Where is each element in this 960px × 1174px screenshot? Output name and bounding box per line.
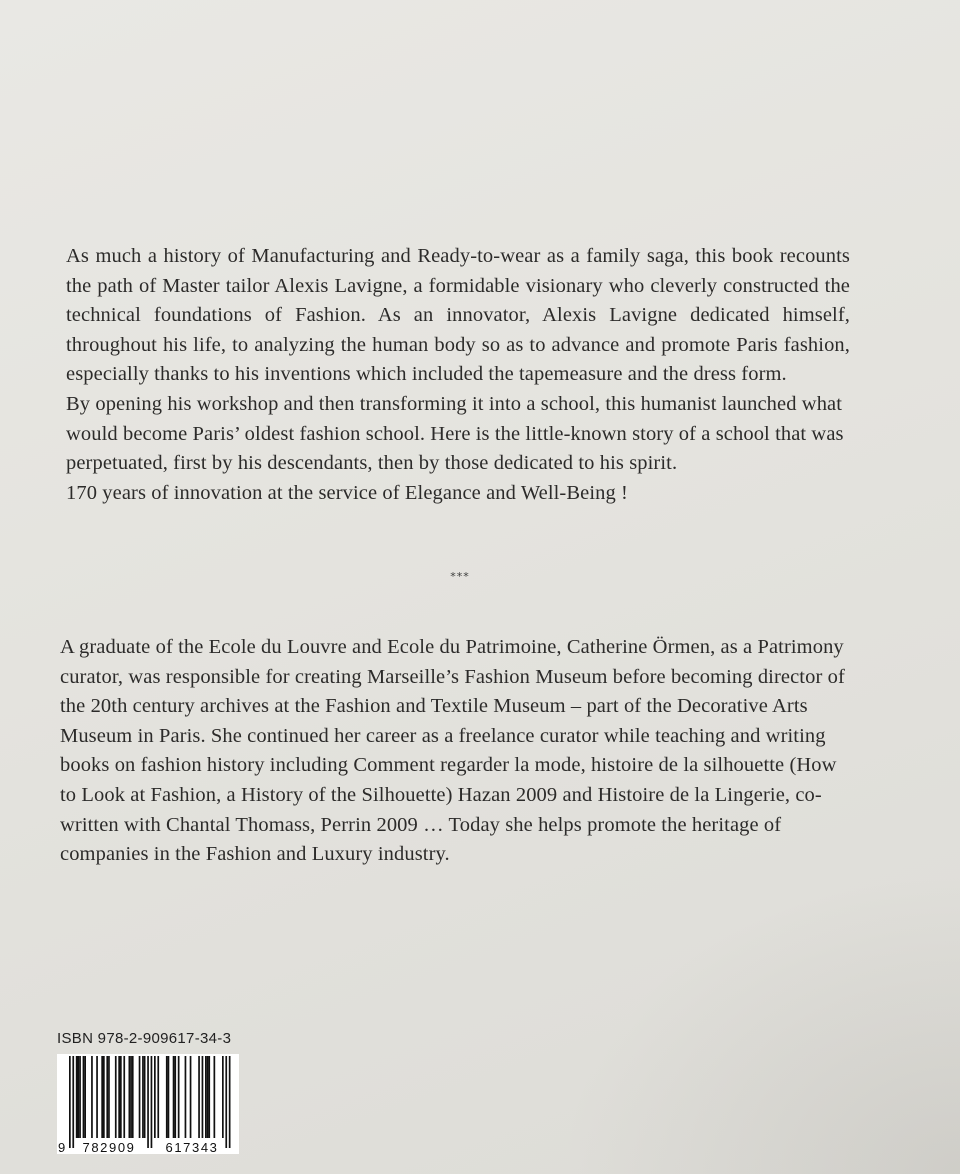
barcode-guard-bar	[229, 1056, 231, 1148]
author-bio	[60, 633, 856, 870]
barcode-bar	[154, 1056, 156, 1138]
barcode-bar	[174, 1056, 176, 1138]
barcode-bar	[178, 1056, 180, 1138]
barcode-guard-bar	[147, 1056, 149, 1148]
barcode-guard-bar	[72, 1056, 74, 1148]
author-bio-text: A graduate of the Ecole du Louvre and Ecole du Patrimoine, Catherine Örmen, as a Patrimony curator, was responsible for creating Marseille’s Fashion Museum before becoming director of the 20th century archives at the Fashion and Textile Museum – part of the Decorative Arts Museum in Paris. She continued her career as a freelance curator while teaching and writing books on fashion history including Comment regarder la mode, histoire de la silhouette (How to Look at Fashion, a History of the Silhouette) Hazan 2009 and Histoire de la Lingerie, co-written with Chantal Thomass, Perrin 2009 … Today she helps promote the heritage of companies in the Fashion and Luxury industry.	[60, 636, 845, 866]
barcode-bar	[190, 1056, 192, 1138]
barcode-bar	[205, 1056, 207, 1138]
barcode-bar	[84, 1056, 86, 1138]
barcode-bar	[120, 1056, 122, 1138]
barcode-bar	[222, 1056, 224, 1138]
blurb-paragraph-3: 170 years of innovation at the service of Elegance and Well-Being !	[66, 481, 628, 504]
barcode-bar	[166, 1056, 168, 1138]
barcode-bar	[139, 1056, 141, 1138]
page-shadow	[560, 874, 960, 1174]
barcode-bar	[214, 1056, 216, 1138]
blurb-paragraph-2: By opening his workshop and then transforming it into a school, this humanist launched what would become Paris’ oldest fashion school. Here is the little-known story of a school that was perpetuated, first by his descendants, then by those dedicated to his spirit.	[66, 392, 844, 475]
barcode-bar	[123, 1056, 125, 1138]
barcode-bar	[202, 1056, 204, 1138]
barcode-bar	[132, 1056, 134, 1138]
barcode-guard-bar	[69, 1056, 71, 1148]
section-separator: ***	[450, 570, 470, 583]
barcode-bar	[173, 1056, 175, 1138]
barcode-bar	[78, 1056, 80, 1138]
barcode-bar	[208, 1056, 210, 1138]
barcode-guard-bar	[225, 1056, 227, 1148]
barcode-bar	[144, 1056, 146, 1138]
barcode-bar	[101, 1056, 103, 1138]
barcode-bar	[168, 1056, 170, 1138]
book-blurb	[66, 242, 850, 508]
barcode-bar	[118, 1056, 120, 1138]
barcode-bar	[108, 1056, 110, 1138]
barcode-first-digit: 9	[58, 1140, 66, 1154]
barcode-bar	[129, 1056, 131, 1138]
barcode-bar	[157, 1056, 159, 1138]
barcode-bar	[115, 1056, 117, 1138]
barcode-bar	[185, 1056, 187, 1138]
barcode-bar	[96, 1056, 98, 1138]
barcode-bar	[79, 1056, 81, 1138]
barcode-bar	[83, 1056, 85, 1138]
isbn-barcode	[57, 1054, 239, 1154]
barcode-bar	[91, 1056, 93, 1138]
barcode-left-digits: 782909	[82, 1140, 136, 1154]
barcode-bar	[103, 1056, 105, 1138]
barcode-bar	[198, 1056, 200, 1138]
isbn-label: ISBN 978-2-909617-34-3	[57, 1030, 232, 1047]
barcode-guard-bar	[151, 1056, 153, 1148]
barcode-bar	[142, 1056, 144, 1138]
barcode-bar	[106, 1056, 108, 1138]
barcode-right-digits: 617343	[165, 1140, 219, 1154]
barcode-bar	[207, 1056, 209, 1138]
barcode-bar	[76, 1056, 78, 1138]
barcode-bar	[130, 1056, 132, 1138]
blurb-paragraph-1: As much a history of Manufacturing and Ready-to-wear as a family saga, this book recounts the path of Master tailor Alexis Lavigne, a formidable visionary who cleverly constructed the technical foundations of Fashion. As an innovator, Alexis Lavigne dedicated himself, throughout his life, to analyzing the human body so as to advance and promote Paris fashion, especially thanks to his inventions which included the tapemeasure and the dress form.	[66, 245, 850, 386]
